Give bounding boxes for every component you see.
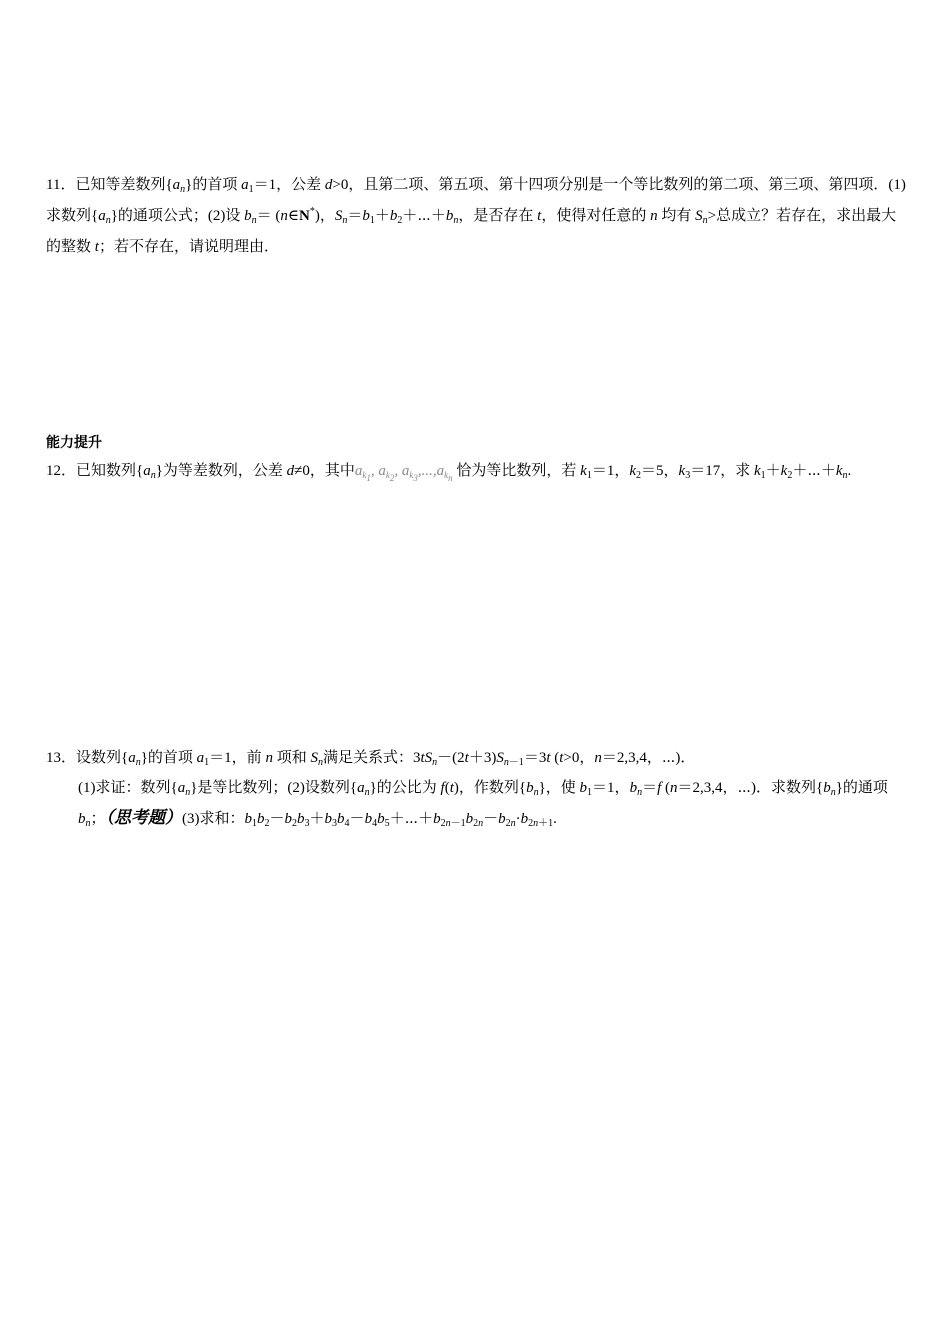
problem-13-body: (1)求证：数列$\{a_n\}$是等比数列；(2)设数列$\{a_n\}$的公比为 f(t)，作数列$\{b_n\}$，使 $b_1=1$，$b_n=f$ (n＝2,3,4，⋯)．求数列$\{b_n\}$的通项 $b_n$；（思考题）(3)求和：$b_1b_2-b_2b_3+b_3b_4-b_4b_5+\cdots+b_{2n-1}b_{2n}-b_{2n}\cdot b_{2n+1}$. — [78, 780, 888, 829]
problem-13 — [46, 743, 908, 834]
problem-number: 13． — [46, 750, 77, 766]
geometric-subsequence: $a_{k_1}$, $a_{k_2}$, $a_{k_3},...,a_{k_n}$ — [354, 463, 453, 483]
problem-number: 11． — [46, 177, 76, 193]
problem-13-line-1: 13．设数列$\{a_n\}$的首项 $a_1=1$，前 n 项和 $S_n$满足关系式：$3tS_n-(2t+3)S_{n-1}=3t$ (t>0，n＝2,3,4，⋯)． — [46, 750, 696, 768]
section-heading: 能力提升 — [46, 434, 102, 450]
problem-11: 11．已知等差数列$\{a_n\}$的首项 $a_1=1$，公差 d>0，且第二项、第五项、第十四项分别是一个等比数列的第二项、第三项、第四项．(1)求数列$\{a_n\}$的通项公式；(2)设 $b_n=$ (n∈N*)，$S_n=b_1+b_2+\cdots+b_n$，是否存在 t，使得对任意的 n 均有 $S_n>$总成立？若存在，求出最大的整数 t；若不存在，请说明理由． — [46, 177, 906, 255]
think-label: （思考题） — [105, 808, 183, 827]
problem-number: 12． — [46, 463, 77, 479]
problem-12: 12．已知数列$\{a_n\}$为等差数列，公差 d≠0，其中$a_{k_1}$, $a_{k_2}$, $a_{k_3},...,a_{k_n}$ 恰为等比数列，若 $k_1=1$，$k_2=5$，$k_3=17$，求 $k_1+k_2+\cdots+k_n$. — [46, 463, 852, 483]
